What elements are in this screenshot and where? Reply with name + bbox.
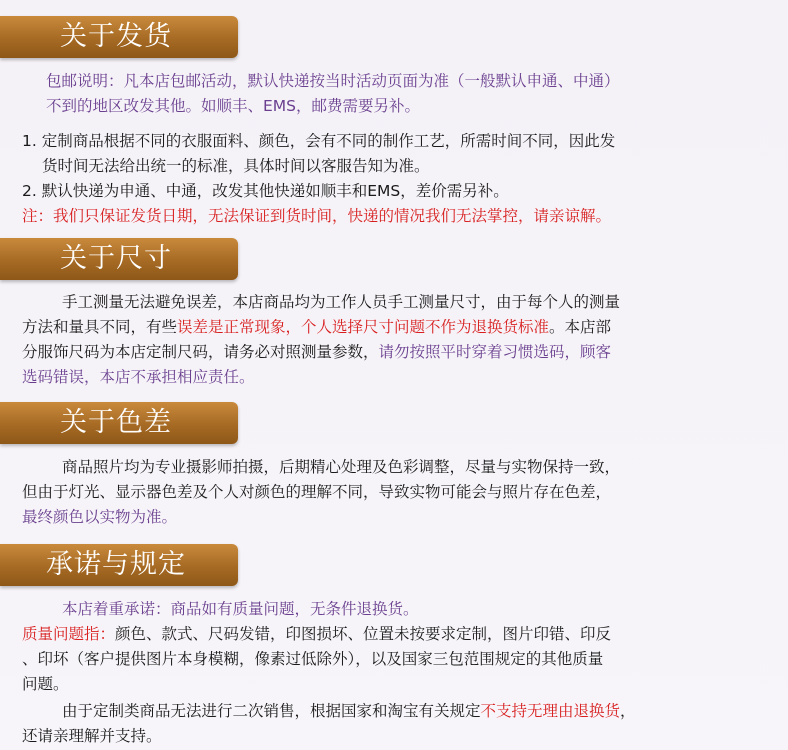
size-line2-text: 方法和量具不同，有些 — [22, 318, 178, 336]
shipping-item2: 2. 默认快递为申通、中通，改发其他快递如顺丰和EMS，差价需另补。 — [22, 182, 509, 200]
promise-line5 — [62, 699, 636, 723]
section-header-color — [0, 402, 238, 444]
color-line3: 最终颜色以实物为准。 — [22, 508, 178, 526]
free-shipping-note-line1: 包邮说明：凡本店包邮活动，默认快递按当时活动页面为准（一般默认申通、中通） — [46, 72, 620, 90]
promise-line6: 还请亲理解并支持。 — [22, 727, 162, 745]
size-line4: 选码错误，本店不承担相应责任。 — [22, 368, 255, 386]
section-header-size — [0, 238, 238, 280]
section-header-promise — [0, 544, 238, 586]
quality-issue-label: 质量问题指： — [22, 625, 116, 643]
promise-line2-text: 颜色、款式、尺码发错，印图损坏、位置未按要求定制，图片印错、印反 — [115, 625, 612, 643]
shipping-item1-line1: 1. 定制商品根据不同的衣服面料、颜色，会有不同的制作工艺，所需时间不同，因此发 — [22, 132, 616, 150]
promise-line5-text: 由于定制类商品无法进行二次销售，根据国家和淘宝有关规定 — [62, 702, 481, 720]
color-line1: 商品照片均为专业摄影师拍摄，后期精心处理及色彩调整，尽量与实物保持一致， — [62, 458, 621, 476]
size-line2-highlight: 误差是正常现象，个人选择尺寸问题不作为退换货标准 — [177, 318, 550, 336]
size-line1: 手工测量无法避免误差，本店商品均为工作人员手工测量尺寸，由于每个人的测量 — [62, 293, 621, 311]
shipping-item1-line2: 货时间无法给出统一的标准，具体时间以客服告知为准。 — [42, 157, 430, 175]
color-line2: 但由于灯光、显示器色差及个人对颜色的理解不同，导致实物可能会与照片存在色差， — [22, 483, 612, 501]
section-title: 关于尺寸 — [60, 243, 172, 274]
section-title: 关于色差 — [60, 407, 172, 438]
size-line3 — [22, 340, 611, 364]
promise-line4: 问题。 — [22, 675, 69, 693]
promise-line1: 本店着重承诺：商品如有质量问题，无条件退换货。 — [62, 600, 419, 618]
section-title: 承诺与规定 — [46, 549, 186, 580]
promise-line2 — [22, 622, 611, 646]
size-line3-highlight: 请勿按照平时穿着习惯选码，顾客 — [378, 343, 612, 361]
section-header-shipping — [0, 16, 238, 58]
promise-line5-end: ， — [620, 702, 636, 720]
promise-line5-highlight: 不支持无理由退换货 — [480, 702, 621, 720]
shipping-warning: 注：我们只保证发货日期，无法保证到货时间，快递的情况我们无法掌控，请亲谅解。 — [22, 207, 612, 225]
size-line2 — [22, 315, 611, 339]
section-title: 关于发货 — [60, 21, 172, 52]
size-line3-text: 分服饰尺码为本店定制尺码，请务必对照测量参数， — [22, 343, 379, 361]
size-line2-end: 。本店部 — [549, 318, 612, 336]
promise-line3: 、印坏（客户提供图片本身模糊，像素过低除外），以及国家三包范围规定的其他质量 — [22, 650, 604, 668]
free-shipping-note-line2: 不到的地区改发其他。如顺丰、EMS，邮费需要另补。 — [46, 97, 421, 115]
